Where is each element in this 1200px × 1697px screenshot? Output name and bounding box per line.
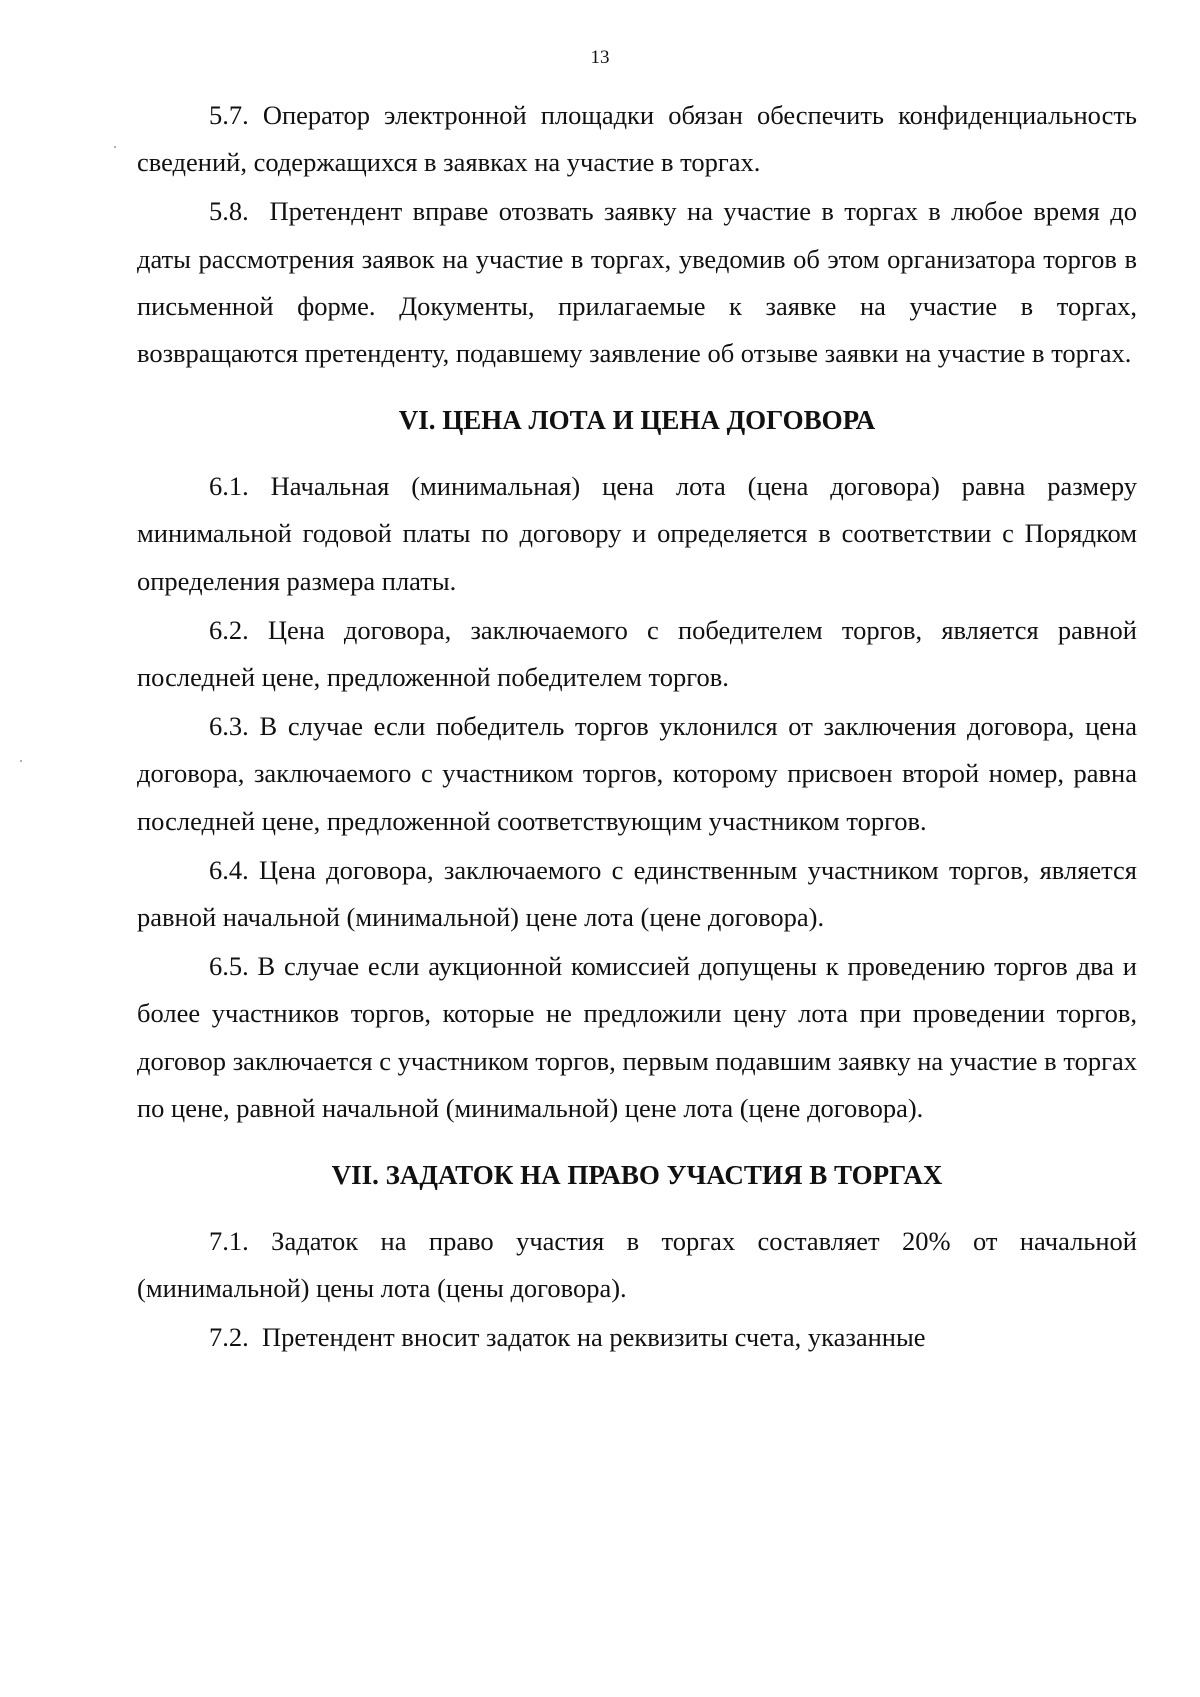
paragraph-7-1: 7.1. Задаток на право участия в торгах составляет 20% от начальной (минимальной) цены лота (цены договора). <box>137 1226 1137 1304</box>
paragraph-6-5: 6.5. В случае если аукционной комиссией допущены к проведению торгов два и более участников торгов, которые не предложили цену лота при проведении торгов, договор заключается с участником торгов, первым подавшим заявку на участие в торгах по цене, равной начальной (минимальной) цене лота (цене договора). <box>137 951 1137 1123</box>
section-heading-vi: VI. ЦЕНА ЛОТА И ЦЕНА ДОГОВОРА <box>398 405 876 436</box>
paragraph-6-2: 6.2. Цена договора, заключаемого с победителем торгов, является равной последней цене, предложенной победителем торгов. <box>137 614 1137 693</box>
paragraph-6-1: 6.1. Начальная (минимальная) цена лота (цена договора) равна размеру минимальной годовой платы по договору и определяется в соответствии с Порядком определения размера платы. <box>137 471 1137 596</box>
paragraph-6-3: 6.3. В случае если победитель торгов уклонился от заключения договора, цена договора, заключаемого с участником торгов, которому присвоен второй номер, равна последней цене, предложенной соответствующим участником торгов. <box>137 711 1137 836</box>
section-heading-vii: VII. ЗАДАТОК НА ПРАВО УЧАСТИЯ В ТОРГАХ <box>331 1160 943 1191</box>
paragraph-5-8: 5.8. Претендент вправе отозвать заявку на участие в торгах в любое время до даты рассмотрения заявок на участие в торгах, уведомив об этом организатора торгов в письменной форме. Документы, прилагаемые к заявке на участие в торгах, возвращаются претенденту, подавшему заявление об отзыве заявки на участие в торгах. <box>137 196 1137 369</box>
document-body <box>137 92 1137 1362</box>
paragraph-7-2: 7.2. Претендент вносит задаток на реквизиты счета, указанные <box>209 1322 926 1353</box>
paragraph-5-7: 5.7. Оператор электронной площадки обязан обеспечить конфиденциальность сведений, содержащихся в заявках на участие в торгах. <box>137 100 1137 178</box>
paragraph-6-4: 6.4. Цена договора, заключаемого с единственным участником торгов, является равной начальной (минимальной) цене лота (цене договора). <box>137 854 1137 933</box>
page-number: 13 <box>590 47 610 68</box>
scan-speck <box>20 760 22 762</box>
scan-speck <box>114 146 116 148</box>
